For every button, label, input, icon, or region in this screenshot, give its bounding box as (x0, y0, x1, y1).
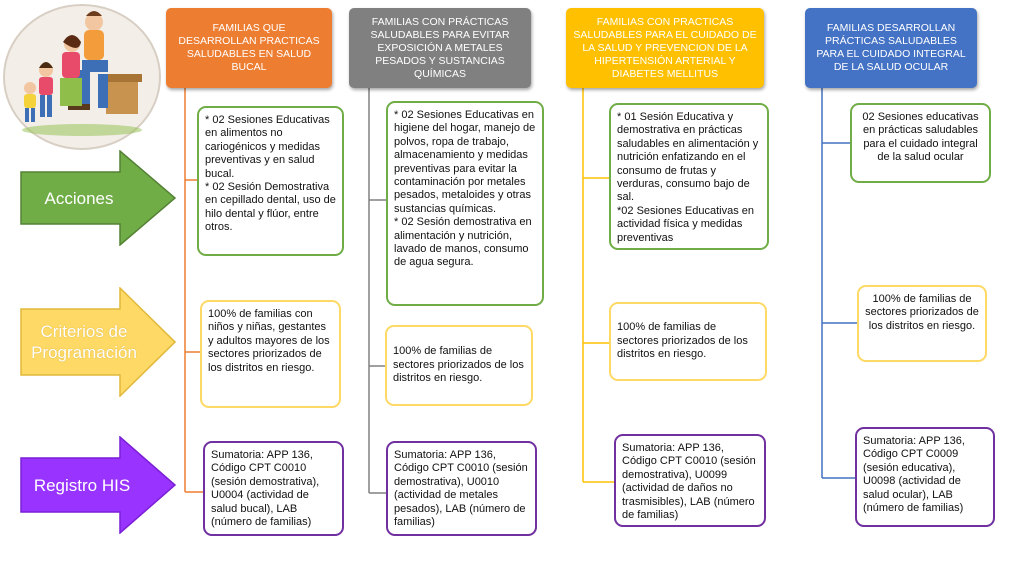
column-header-salud-ocular (805, 8, 977, 88)
column-header-metales-pesados (349, 8, 531, 88)
row-arrow-criterios (20, 287, 176, 397)
column-header-label: FAMILIAS CON PRÁCTICAS SALUDABLES PARA EVITAR EXPOSICIÓN A METALES PESADOS Y SUSTANCIAS QUÍMICAS (370, 15, 510, 80)
registro-box-metales-pesados: Sumatoria: APP 136, Código CPT C0010 (sesión demostrativa), U0010 (actividad de metales pesados), LAB (número de familias) (386, 441, 537, 536)
row-arrow-label: Registro HIS (33, 475, 131, 495)
acciones-box-metales-pesados: * 02 Sesiones Educativas en higiene del hogar, manejo de polvos, ropa de trabajo, almacenamiento y medidas preventivas para evitar la contaminación por metales pesados, metaloides y otras sustancias químicas. * 02 Sesión demostrativa en alimentación y nutrición, lavado de manos, consumo de agua segura. (386, 101, 544, 306)
acciones-box-salud-bucal: * 02 Sesiones Educativas en alimentos no cariogénicos y medidas preventivas y en salud bucal. * 02 Sesión Demostrativa en cepillado dental, uso de hilo dental y flúor, entre otros. (197, 106, 344, 256)
criterios-box-salud-bucal: 100% de familias con niños y niñas, gestantes y adultos mayores de los sectores priorizados de los distritos en riesgo. (200, 300, 341, 408)
criterios-box-metales-pesados (385, 325, 533, 406)
column-header-label: FAMILIAS QUE DESARROLLAN PRACTICAS SALUDABLES EN SALUD BUCAL (178, 22, 320, 73)
column-header-label: FAMILIAS CON PRACTICAS SALUDABLES PARA EL CUIDADO DE LA SALUD Y PREVENCION DE LA HIPERTENSIÓN ARTERIAL Y DIABETES MELLITUS (573, 15, 757, 80)
registro-box-salud-ocular: Sumatoria: APP 136, Código CPT C0009 (sesión educativa), U0098 (actividad de salud ocular), LAB (número de familias) (855, 427, 995, 527)
acciones-box-salud-ocular: 02 Sesiones educativas en prácticas saludables para el cuidado integral de la salud ocular (850, 103, 991, 183)
criterios-box-hipertension-diabetes (609, 302, 767, 381)
row-arrow-acciones (20, 150, 176, 246)
row-arrow-label: Acciones (44, 188, 114, 208)
column-header-label: FAMILIAS DESARROLLAN PRÁCTICAS SALUDABLES PARA EL CUIDADO INTEGRAL DE LA SALUD OCULAR (816, 22, 966, 73)
acciones-box-hipertension-diabetes: * 01 Sesión Educativa y demostrativa en prácticas saludables en alimentación y nutrición enfatizando en el consumo de frutas y verduras, consumo bajo de sal. *02 Sesiones Educativas en actividad física y medidas preventivas (609, 103, 769, 250)
row-arrow-registro (20, 436, 176, 534)
criterios-text: 100% de familias de sectores priorizados de los distritos en riesgo. (393, 345, 524, 385)
connector-column-2 (369, 88, 386, 493)
criterios-text: 100% de familias de sectores priorizados de los distritos en riesgo. (617, 321, 748, 361)
criterios-box-salud-ocular: 100% de familias de sectores priorizados de los distritos en riesgo. (857, 285, 987, 362)
registro-box-salud-bucal: Sumatoria: APP 136, Código CPT C0010 (sesión demostrativa), U0004 (actividad de salud bucal), LAB (número de familias) (203, 441, 344, 536)
column-header-salud-bucal (166, 8, 332, 88)
row-arrow-label: Criterios de Programación (31, 322, 137, 362)
column-header-hipertension-diabetes (566, 8, 764, 88)
registro-box-hipertension-diabetes: Sumatoria: APP 136, Código CPT C0010 (sesión demostrativa), U0099 (actividad de daños no trasmisibles), LAB (número de familias) (614, 434, 766, 527)
